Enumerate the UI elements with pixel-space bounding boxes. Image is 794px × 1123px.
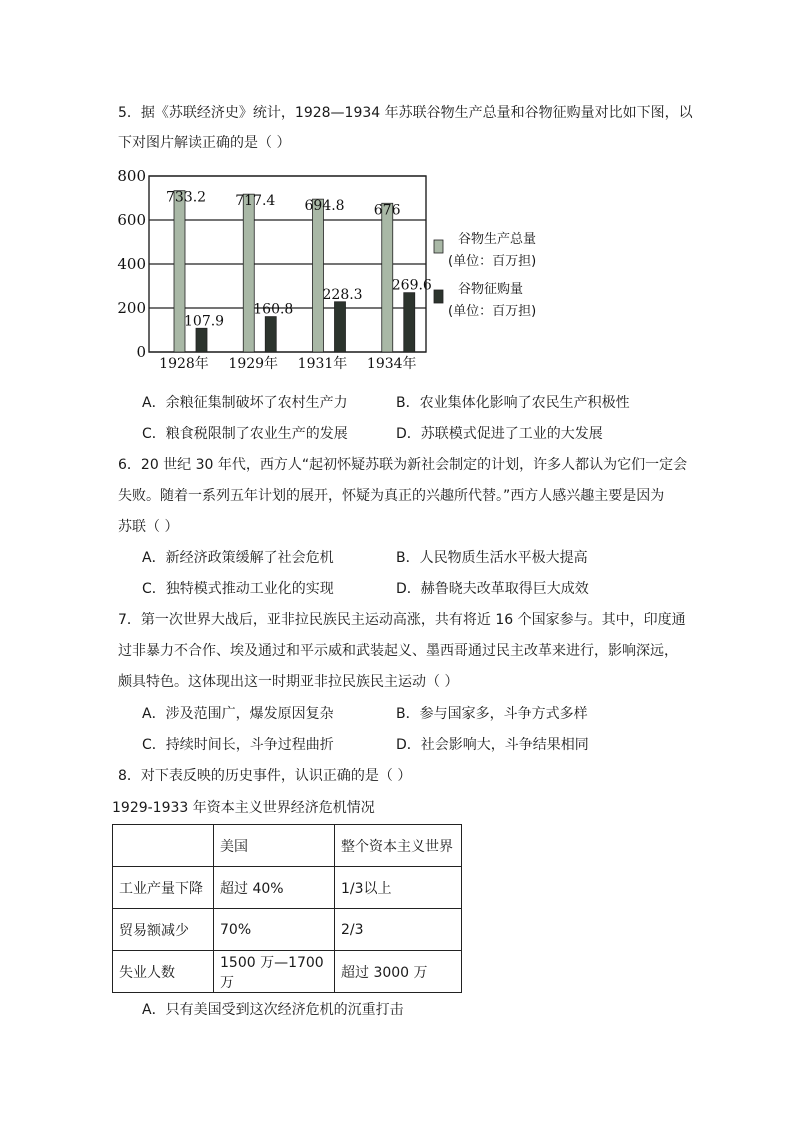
bar-production — [313, 199, 324, 352]
bar-procurement — [196, 328, 207, 352]
table-cell: 贸易额减少 — [113, 909, 214, 951]
q6-stem-line2: 失败。随着一系列五年计划的展开，怀疑为真正的兴趣所代替。”西方人感兴趣主要是因为 — [118, 488, 665, 504]
bar-value-label: 694.8 — [304, 198, 345, 215]
q6-stem-line3: 苏联（ ） — [118, 519, 179, 535]
table-cell: 1/3以上 — [335, 867, 462, 909]
q5-stem-line1: 5．据《苏联经济史》统计，1928—1934 年苏联谷物生产总量和谷物征购量对比如下图，以 — [118, 105, 693, 121]
q7-stem-line1: 7．第一次世界大战后，亚非拉民族民主运动高涨，共有将近 16 个国家参与。其中，印度通 — [118, 612, 686, 628]
table-header-row — [113, 825, 462, 867]
q8-option-a[interactable]: A．只有美国受到这次经济危机的沉重打击 — [142, 1002, 404, 1018]
grain-bar-chart — [108, 168, 578, 380]
bar-value-label: 733.2 — [166, 189, 207, 206]
bar-value-label: 228.3 — [322, 286, 363, 303]
bar-procurement — [335, 302, 346, 352]
legend-unit: (单位：百万担) — [448, 254, 537, 269]
q6-stem-line1: 6．20 世纪 30 年代，西方人“起初怀疑苏联为新社会制定的计划，许多人都认为它们一定会 — [118, 457, 688, 473]
table-cell: 70% — [214, 909, 335, 951]
x-category-label: 1934年 — [366, 356, 417, 372]
legend-label: 谷物生产总量 — [458, 232, 537, 247]
q7-option-c[interactable]: C．持续时间长，斗争过程曲折 — [142, 737, 334, 753]
bar-procurement — [265, 317, 276, 352]
table-header-cell — [113, 825, 214, 867]
q5-stem-line2: 下对图片解读正确的是（ ） — [118, 135, 291, 151]
bar-value-label: 717.4 — [235, 193, 276, 210]
table-header-cell: 整个资本主义世界 — [335, 825, 462, 867]
q6-option-c[interactable]: C．独特模式推动工业化的实现 — [142, 581, 334, 597]
economic-crisis-table — [112, 824, 462, 993]
q7-option-b[interactable]: B．参与国家多，斗争方式多样 — [396, 706, 588, 722]
table-cell: 工业产量下降 — [113, 867, 214, 909]
q7-option-a[interactable]: A．涉及范围广，爆发原因复杂 — [142, 706, 334, 722]
x-category-label: 1928年 — [159, 356, 209, 372]
q5-option-b[interactable]: B．农业集体化影响了农民生产积极性 — [396, 395, 630, 411]
q6-option-b[interactable]: B．人民物质生活水平极大提高 — [396, 550, 588, 566]
q7-stem-line3: 颇具特色。这体现出这一时期亚非拉民族民主运动（ ） — [118, 674, 459, 690]
chart-legend — [434, 231, 536, 319]
table-cell: 超过 3000 万 — [335, 951, 462, 993]
chart-y-ticks — [117, 168, 146, 361]
table-row — [113, 909, 462, 951]
table-row — [113, 867, 462, 909]
bar-value-label: 107.9 — [184, 313, 225, 330]
y-tick-label: 0 — [136, 343, 146, 361]
y-tick-label: 400 — [117, 255, 146, 273]
q5-option-a[interactable]: A．余粮征集制破坏了农村生产力 — [142, 395, 348, 411]
y-tick-label: 800 — [117, 168, 146, 185]
table-header-cell: 美国 — [214, 825, 335, 867]
q8-table-title: 1929-1933 年资本主义世界经济危机情况 — [112, 800, 375, 816]
y-tick-label: 600 — [117, 211, 146, 229]
x-category-label: 1929年 — [228, 356, 279, 372]
bar-procurement — [404, 293, 415, 352]
x-category-label: 1931年 — [297, 356, 348, 372]
table-cell: 超过 40% — [214, 867, 335, 909]
table-cell: 失业人数 — [113, 951, 214, 993]
bar-production — [243, 194, 254, 352]
table-cell: 1500 万—1700 万 — [214, 951, 335, 993]
q7-stem-line2: 过非暴力不合作、埃及通过和平示威和武装起义、墨西哥通过民主改革来进行，影响深远， — [118, 643, 678, 659]
bar-value-label: 269.6 — [391, 277, 432, 294]
legend-unit: (单位：百万担) — [448, 304, 537, 319]
q8-stem-line1: 8．对下表反映的历史事件，认识正确的是（ ） — [118, 768, 412, 784]
q6-option-a[interactable]: A．新经济政策缓解了社会危机 — [142, 550, 334, 566]
table-cell: 2/3 — [335, 909, 462, 951]
bar-value-label: 676 — [373, 202, 401, 219]
q6-option-d[interactable]: D．赫鲁晓夫改革取得巨大成效 — [396, 581, 589, 597]
table-row — [113, 951, 462, 993]
y-tick-label: 200 — [117, 299, 146, 317]
bar-value-label: 160.8 — [253, 301, 294, 318]
legend-label: 谷物征购量 — [458, 282, 524, 297]
chart-x-categories — [159, 355, 416, 372]
legend-swatch — [434, 240, 443, 253]
legend-swatch — [434, 290, 443, 303]
q5-option-d[interactable]: D．苏联模式促进了工业的大发展 — [396, 426, 603, 442]
q7-option-d[interactable]: D．社会影响大，斗争结果相同 — [396, 737, 589, 753]
q5-option-c[interactable]: C．粮食税限制了农业生产的发展 — [142, 426, 348, 442]
